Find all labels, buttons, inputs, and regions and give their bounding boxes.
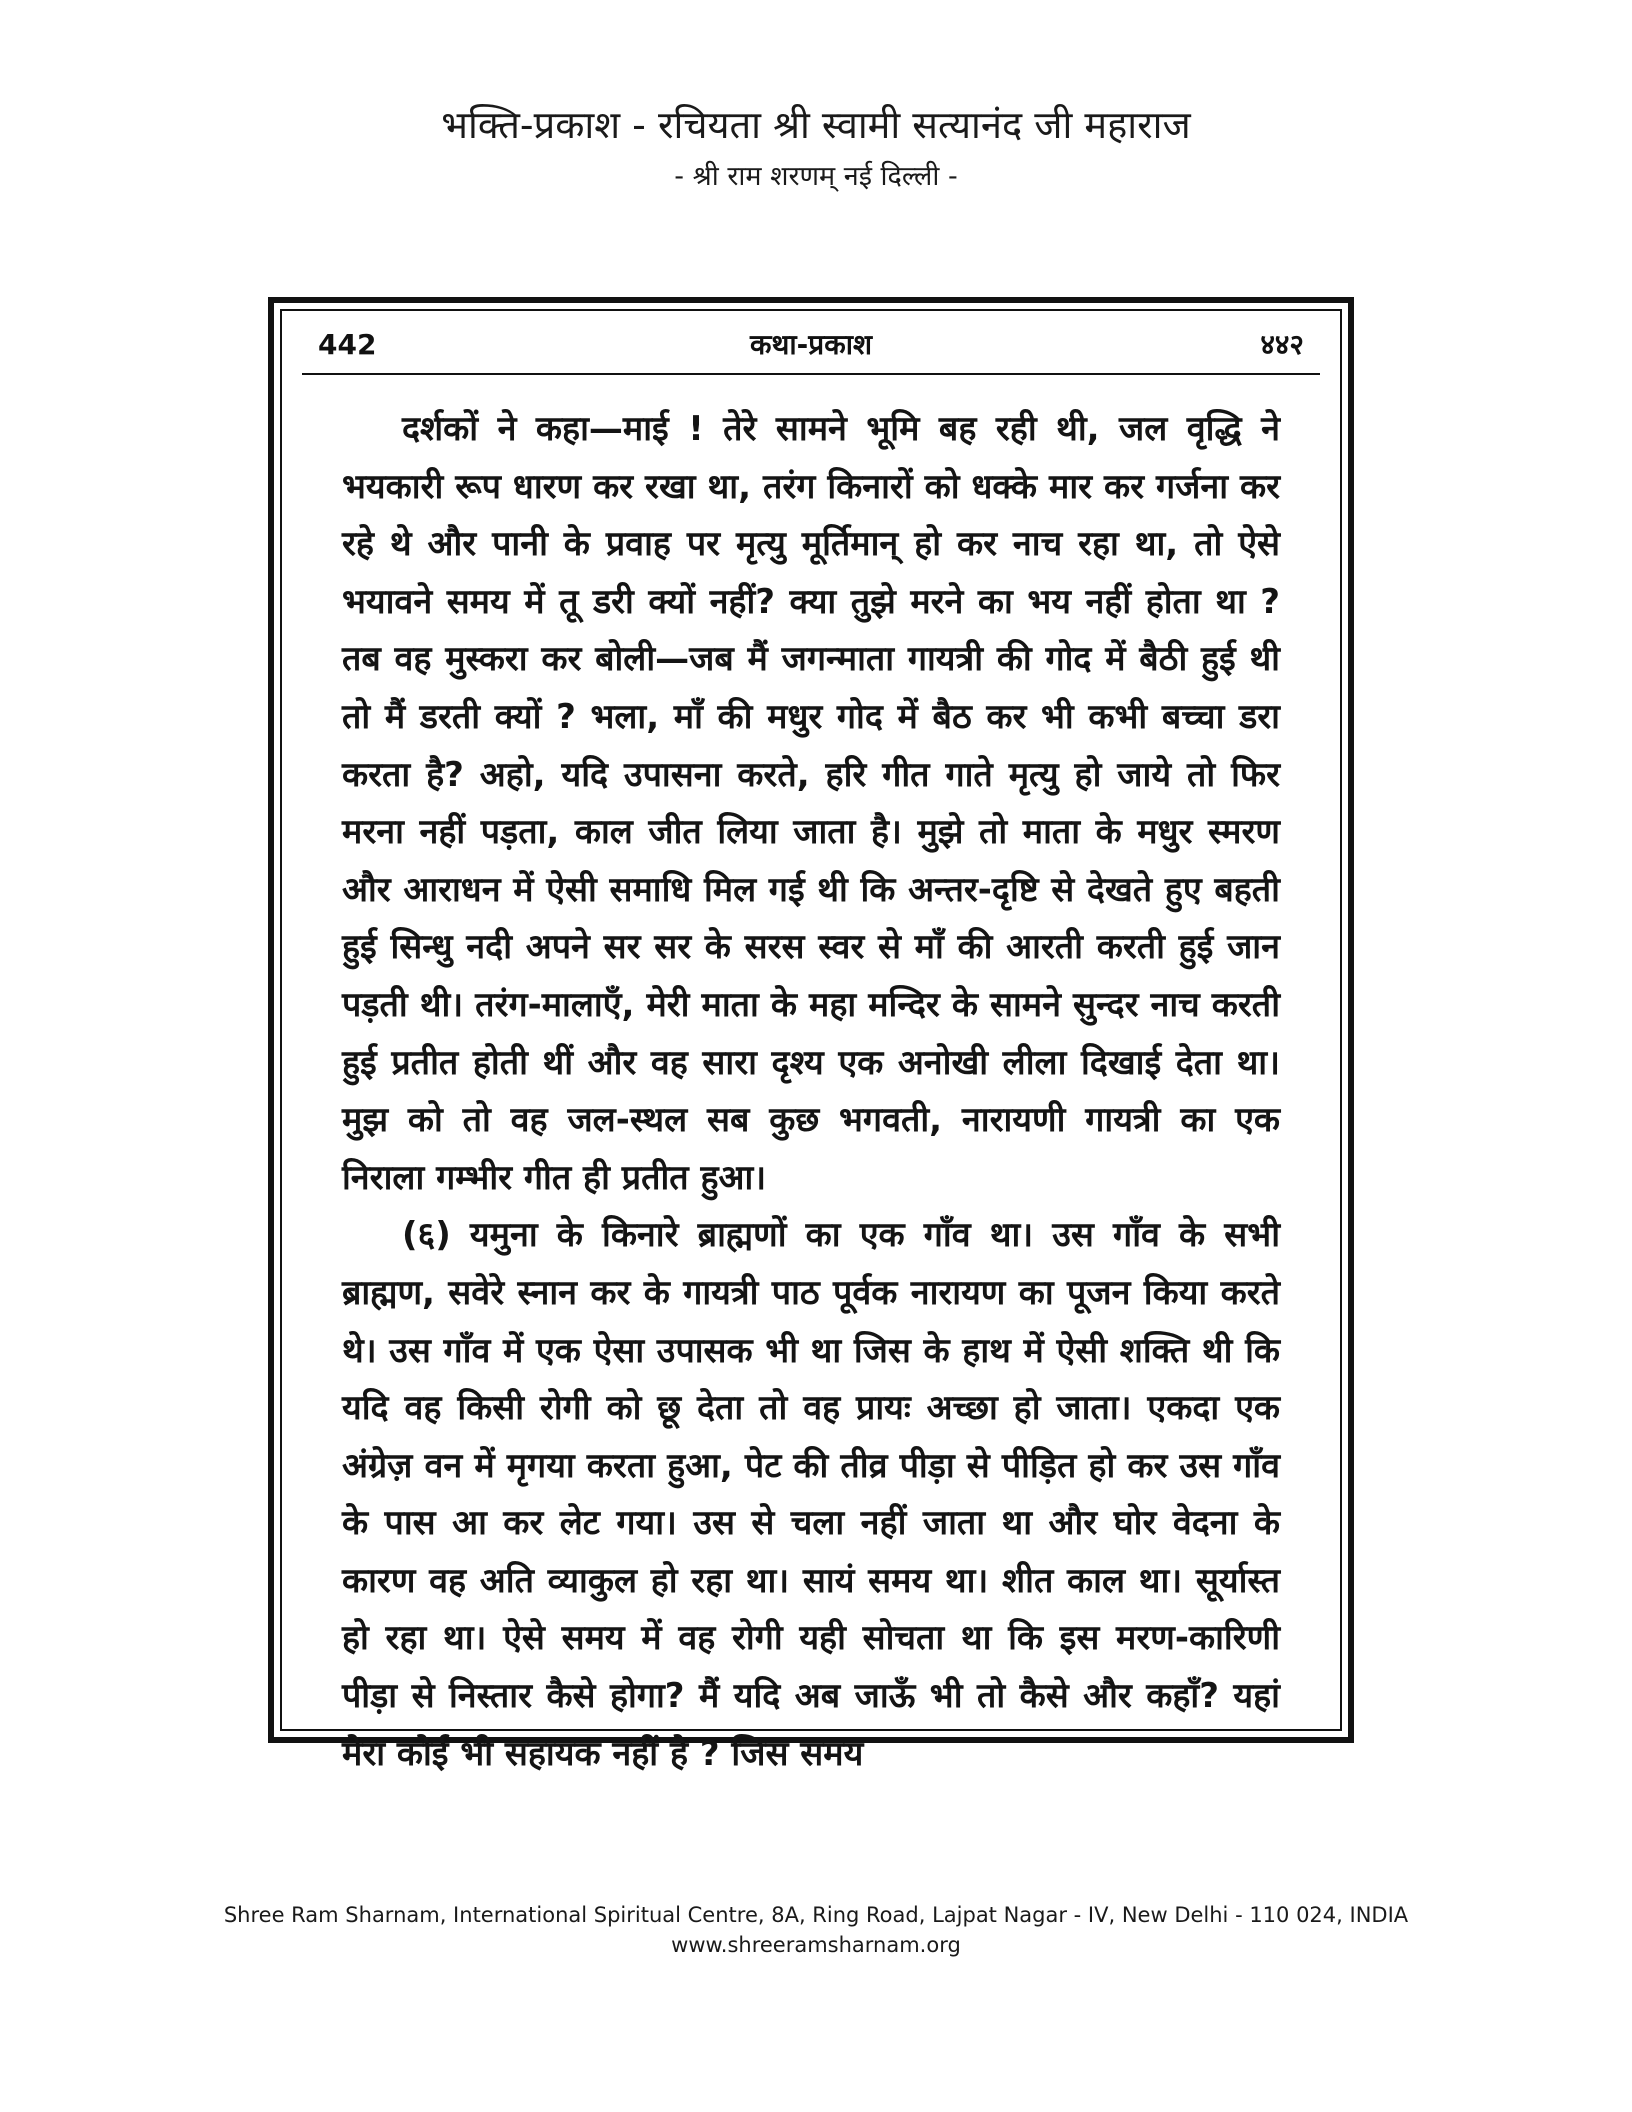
- page-frame-inner: [280, 309, 1342, 1774]
- page-body: [342, 401, 1280, 1783]
- section-title: कथा-प्रकाश: [750, 328, 872, 361]
- document-footer: [0, 1900, 1632, 1960]
- footer-website: www.shreeramsharnam.org: [671, 1933, 961, 1957]
- book-title: भक्ति-प्रकाश - रचियता श्री स्वामी सत्यानंद जी महाराज: [441, 103, 1191, 147]
- running-head: [318, 319, 1304, 369]
- document-header: [0, 100, 1632, 196]
- paragraph: दर्शकों ने कहा—माई ! तेरे सामने भूमि बह रही थी, जल वृद्धि ने भयकारी रूप धारण कर रखा था, तरंग किनारों को धक्के मार कर गर्जना कर रहे थे और पानी के प्रवाह पर मृत्यु मूर्तिमान् हो कर नाच रहा था, तो ऐसे भयावने समय में तू डरी क्यों नहीं? क्या तुझे मरने का भय नहीं होता था ? तब वह मुस्करा कर बोली—जब मैं जगन्माता गायत्री की गोद में बैठी हुई थी तो मैं डरती क्यों ? भला, माँ की मधुर गोद में बैठ कर भी कभी बच्चा डरा करता है? अहो, यदि उपासना करते, हरि गीत गाते मृत्यु हो जाये तो फिर मरना नहीं पड़ता, काल जीत लिया जाता है। मुझे तो माता के मधुर स्मरण और आराधन में ऐसी समाधि मिल गई थी कि अन्तर-दृष्टि से देखते हुए बहती हुई सिन्धु नदी अपने सर सर के सरस स्वर से माँ की आरती करती हुई जान पड़ती थी। तरंग-मालाएँ, मेरी माता के महा मन्दिर के सामने सुन्दर नाच करती हुई प्रतीत होती थीं और वह सारा दृश्य एक अनोखी लीला दिखाई देता था। मुझ को तो वह जल-स्थल सब कुछ भगवती, नारायणी गायत्री का एक निराला गम्भीर गीत ही प्रतीत हुआ।: [342, 409, 1281, 1198]
- page-number-arabic: 442: [318, 327, 377, 361]
- page-number-devanagari: ४४२: [1260, 328, 1304, 361]
- footer-address: Shree Ram Sharnam, International Spiritual Centre, 8A, Ring Road, Lajpat Nagar - IV, New Delhi - 110 024, INDIA: [223, 1903, 1409, 1927]
- header-rule: [302, 373, 1320, 375]
- paragraph: (६) यमुना के किनारे ब्राह्मणों का एक गाँव था। उस गाँव के सभी ब्राह्मण, सवेरे स्नान कर के गायत्री पाठ पूर्वक नारायण का पूजन किया करते थे। उस गाँव में एक ऐसा उपासक भी था जिस के हाथ में ऐसी शक्ति थी कि यदि वह किसी रोगी को छू देता तो वह प्रायः अच्छा हो जाता। एकदा एक अंग्रेज़ वन में मृगया करता हुआ, पेट की तीव्र पीड़ा से पीड़ित हो कर उस गाँव के पास आ कर लेट गया। उस से चला नहीं जाता था और घोर वेदना के कारण वह अति व्याकुल हो रहा था। सायं समय था। शीत काल था। सूर्यास्त हो रहा था। ऐसे समय में वह रोगी यही सोचता था कि इस मरण-कारिणी पीड़ा से निस्तार कैसे होगा? मैं यदि अब जाऊँ भी तो कैसे और कहाँ? यहां मेरा कोई भी सहायक नहीं है ? जिस समय: [342, 1215, 1280, 1774]
- book-subtitle: - श्री राम शरणम् नई दिल्ली -: [674, 161, 958, 192]
- page-frame: [268, 297, 1354, 1774]
